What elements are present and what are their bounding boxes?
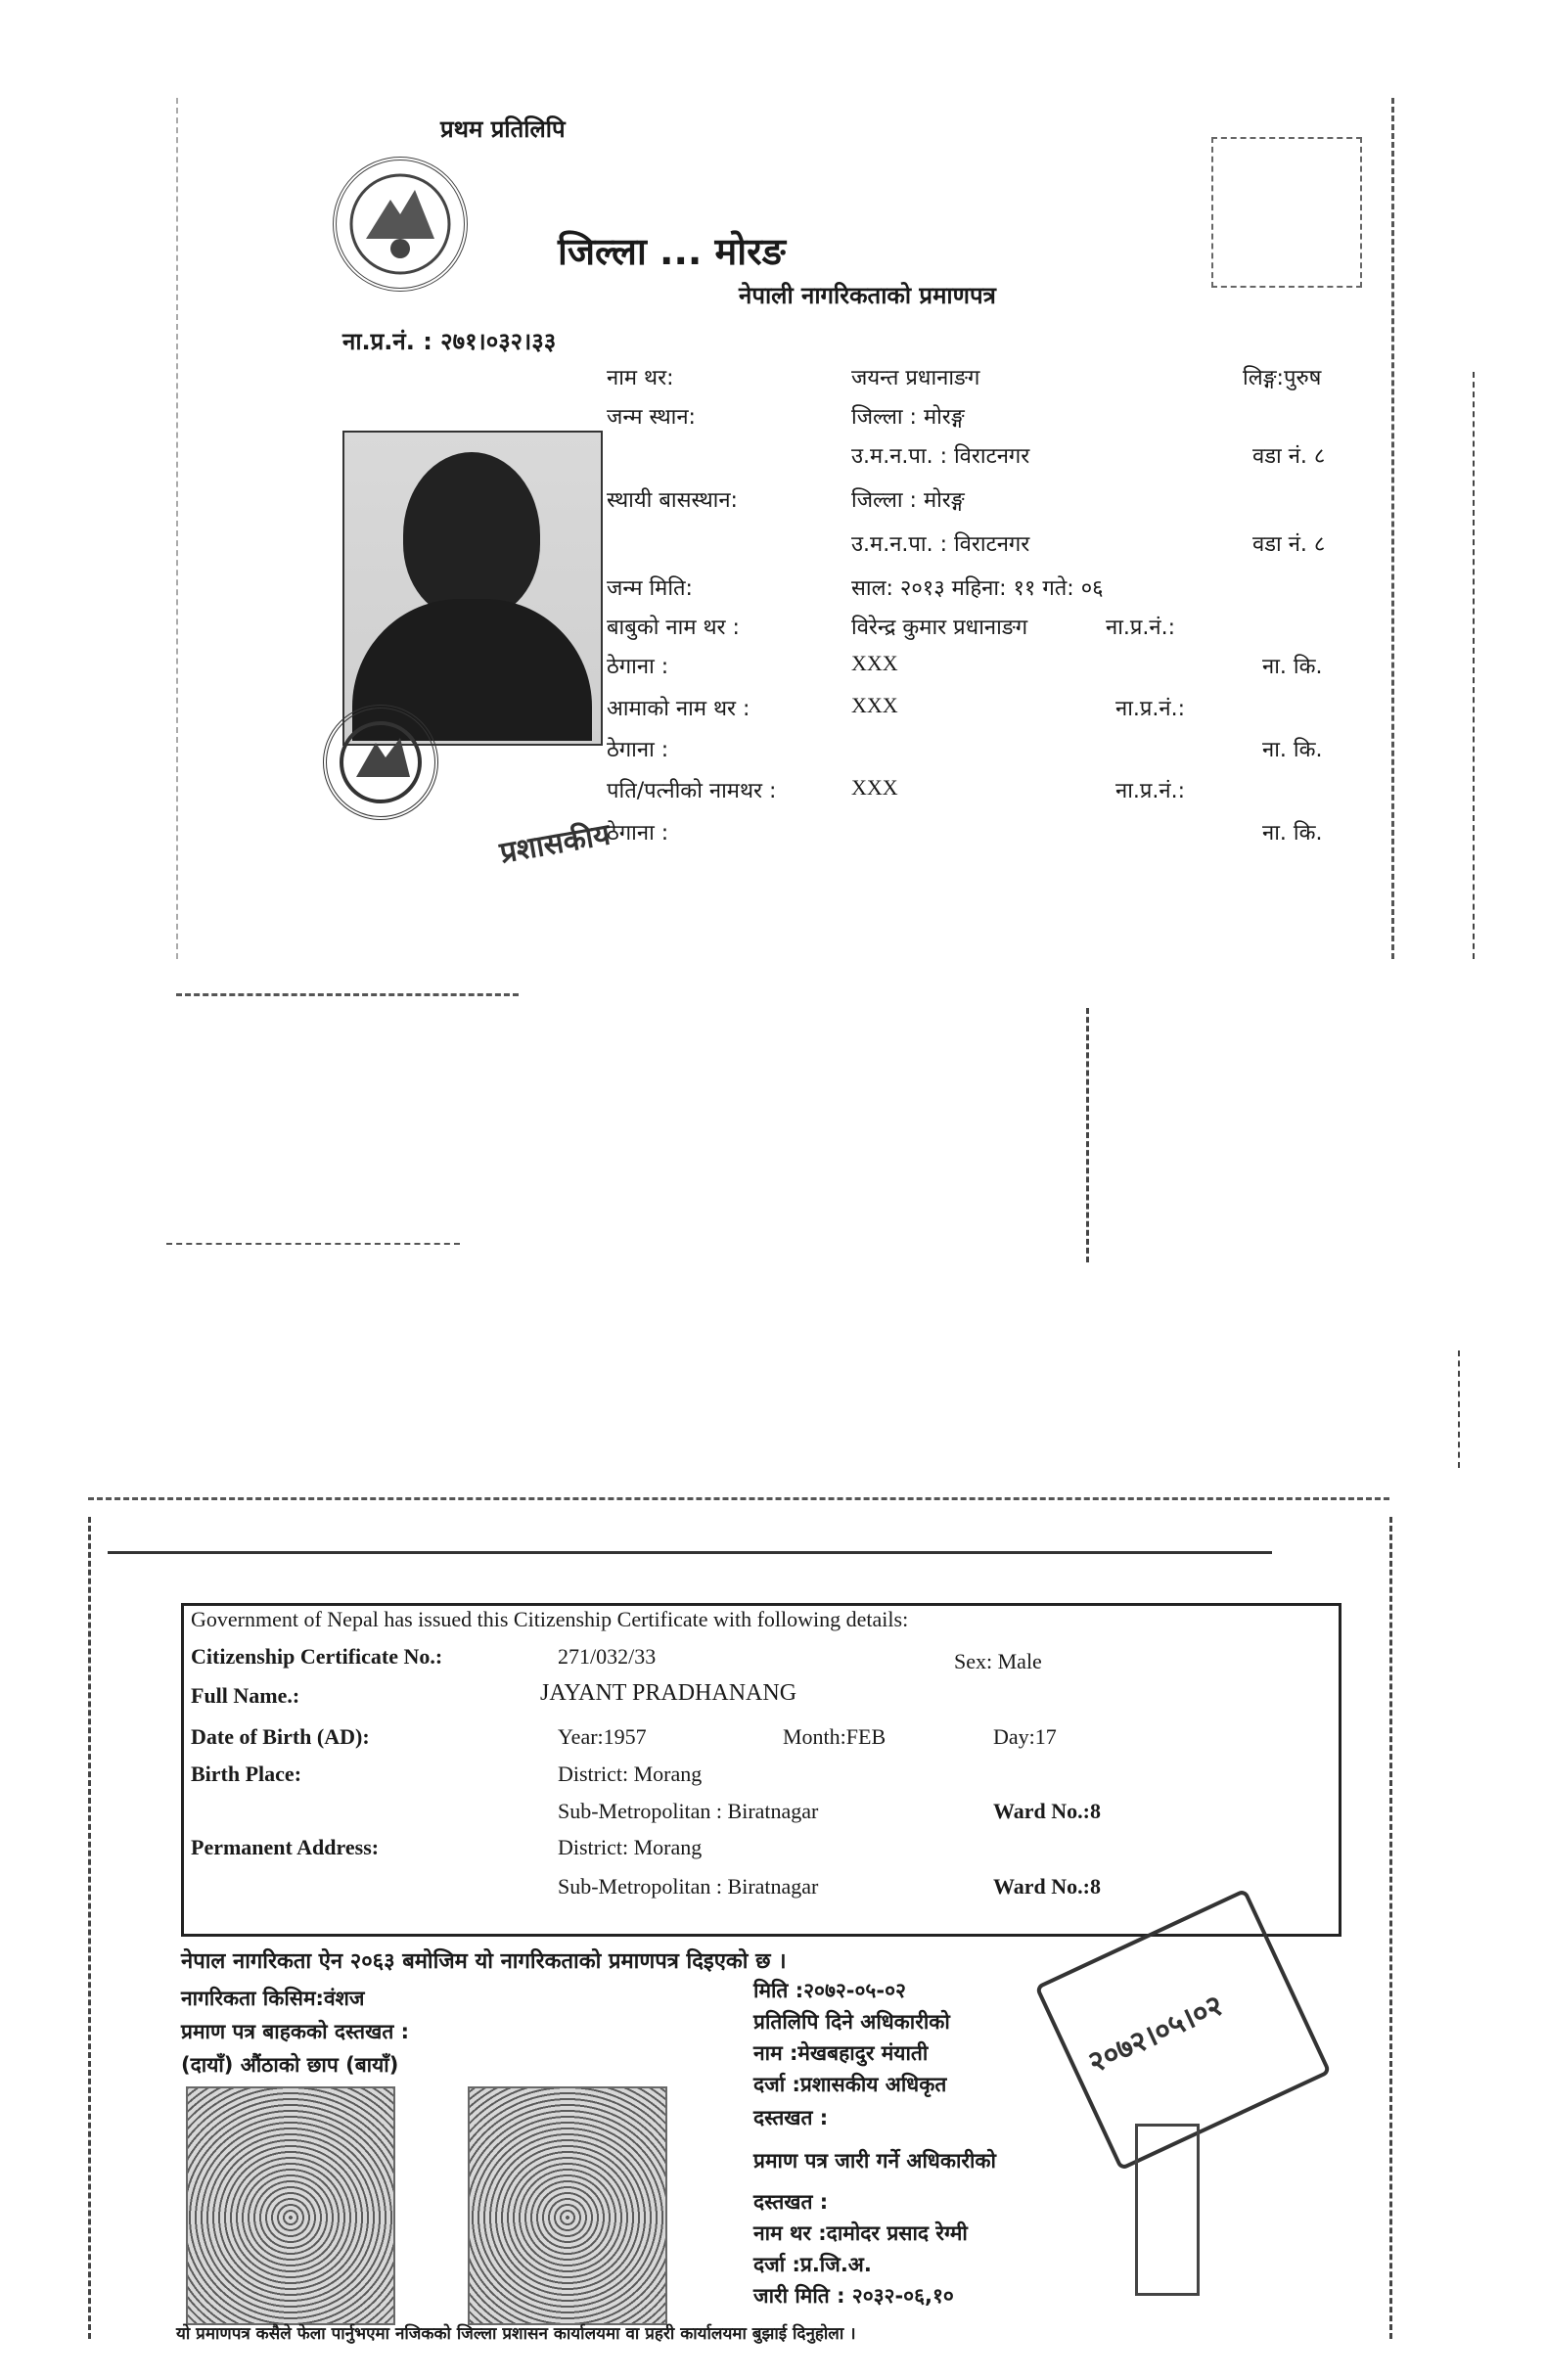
copy-officer-signature: दस्तखत : xyxy=(753,2106,829,2129)
birth-district: District: Morang xyxy=(558,1762,703,1786)
dob-month: Month:FEB xyxy=(783,1724,887,1749)
back-left-border xyxy=(88,1517,91,2339)
field-value: XXX xyxy=(851,775,898,800)
admin-stamp: प्रशासकीय xyxy=(497,817,614,871)
full-name-label: Full Name.: xyxy=(191,1683,300,1708)
citizenship-type: नागरिकता किसिम:वंशज xyxy=(181,1987,365,2010)
certificate-number: ना.प्र.नं. : २७१।०३२।३३ xyxy=(342,328,557,355)
field-value: साल: २०१३ महिना: ११ गते: ०६ xyxy=(851,576,1104,601)
back-certificate xyxy=(88,1497,1429,2358)
field-label: स्थायी बासस्थान: xyxy=(607,488,738,513)
field-right: ना.प्र.नं.: xyxy=(1115,697,1186,721)
back-top-border xyxy=(88,1497,1389,1500)
right-thumbprint xyxy=(186,2086,395,2325)
field-value: XXX xyxy=(851,693,898,717)
field-label: ठेगाना : xyxy=(607,655,669,679)
holder-photo xyxy=(342,431,603,746)
field-value: उ.म.न.पा. : विराटनगर xyxy=(851,444,1030,469)
issuing-officer-name: नाम थर :दामोदर प्रसाद रेग्मी xyxy=(753,2221,968,2245)
photo-box-right xyxy=(1211,137,1362,288)
certificate-title: नेपाली नागरिकताको प्रमाणपत्र xyxy=(739,282,996,309)
field-label: पति/पत्नीको नामथर : xyxy=(607,779,777,803)
government-emblem-icon xyxy=(333,157,468,292)
permanent-address-label: Permanent Address: xyxy=(191,1835,380,1859)
district-line: जिल्ला ... मोरङ xyxy=(558,230,786,273)
field-label: ठेगाना : xyxy=(607,738,669,762)
field-right: ना.प्र.नं.: xyxy=(1115,779,1186,803)
scan-artifact xyxy=(1473,372,1475,959)
copy-header: प्रथम प्रतिलिपि xyxy=(440,115,566,143)
field-right: लिङ्ग:पुरुष xyxy=(1243,366,1322,390)
scan-artifact xyxy=(166,1243,460,1245)
copy-officer-rank: दर्जा :प्रशासकीय अधिकृत xyxy=(753,2073,947,2096)
field-value: जयन्त प्रधानाङग xyxy=(851,366,980,390)
front-certificate xyxy=(176,98,1389,959)
dob-year: Year:1957 xyxy=(558,1724,647,1749)
holder-signature-label: प्रमाण पत्र बाहकको दस्तखत : xyxy=(181,2020,410,2043)
copy-officer-label: प्रतिलिपि दिने अधिकारीको xyxy=(753,2010,950,2034)
field-right: वडा नं. ८ xyxy=(1252,532,1326,557)
field-value: उ.म.न.पा. : विराटनगर xyxy=(851,532,1030,557)
issuing-officer-signature: दस्तखत : xyxy=(753,2190,829,2214)
birth-municipality: Sub-Metropolitan : Biratnagar xyxy=(558,1799,819,1823)
field-value: जिल्ला : मोरङ्ग xyxy=(851,488,965,513)
photo-seal-icon xyxy=(323,705,438,820)
perm-ward: Ward No.:8 xyxy=(993,1874,1101,1899)
issuing-officer-label: प्रमाण पत्र जारी गर्ने अधिकारीको xyxy=(753,2149,996,2173)
field-label: नाम थर: xyxy=(607,366,674,390)
field-right: ना. कि. xyxy=(1262,738,1323,762)
vertical-stamp xyxy=(1135,2124,1200,2296)
act-statement: नेपाल नागरिकता ऐन २०६३ बमोजिम यो नागरिकताको प्रमाणपत्र दिइएको छ । xyxy=(181,1949,787,1974)
photo-head xyxy=(403,452,540,618)
cert-no-value: 271/032/33 xyxy=(558,1644,657,1669)
field-right: ना. कि. xyxy=(1262,655,1323,679)
copy-officer-name: नाम :मेखबहादुर मंयाती xyxy=(753,2041,929,2065)
birth-ward: Ward No.:8 xyxy=(993,1799,1101,1823)
perm-district: District: Morang xyxy=(558,1835,703,1859)
field-value: XXX xyxy=(851,651,898,675)
sex-value: Sex: Male xyxy=(954,1649,1042,1673)
dob-label: Date of Birth (AD): xyxy=(191,1724,370,1749)
issue-date: मिति :२०७२-०५-०२ xyxy=(753,1979,906,2002)
scan-artifact xyxy=(1086,1008,1089,1262)
perm-municipality: Sub-Metropolitan : Biratnagar xyxy=(558,1874,819,1899)
back-right-border xyxy=(1389,1517,1392,2339)
outer-frame xyxy=(108,1551,1272,1554)
stamp-number: २०७२।०५।०२ xyxy=(1082,1988,1229,2081)
left-thumbprint xyxy=(468,2086,667,2325)
full-name-value: JAYANT PRADHANANG xyxy=(540,1680,797,1706)
intro-text: Government of Nepal has issued this Citizenship Certificate with following details: xyxy=(191,1607,909,1631)
field-right: ना.प्र.नं.: xyxy=(1106,616,1176,640)
scan-artifact xyxy=(176,993,519,996)
field-label: ठेगाना : xyxy=(607,821,669,846)
birth-place-label: Birth Place: xyxy=(191,1762,302,1786)
scan-artifact xyxy=(1458,1350,1460,1468)
field-label: जन्म मिति: xyxy=(607,576,693,601)
dob-day: Day:17 xyxy=(993,1724,1057,1749)
field-label: जन्म स्थान: xyxy=(607,405,696,430)
footer-notice: यो प्रमाणपत्र कसैले फेला पार्नुभएमा नजिकको जिल्ला प्रशासन कार्यालयमा वा प्रहरी कार्यालयमा बुझाई दिनुहोला । xyxy=(176,2324,856,2344)
field-right: ना. कि. xyxy=(1262,821,1323,846)
field-label: बाबुको नाम थर : xyxy=(607,616,740,640)
issued-date: जारी मिति : २०३२-०६,१० xyxy=(753,2284,954,2308)
field-value: जिल्ला : मोरङ्ग xyxy=(851,405,965,430)
issuing-officer-rank: दर्जा :प्र.जि.अ. xyxy=(753,2253,872,2276)
field-right: वडा नं. ८ xyxy=(1252,444,1326,469)
thumbprint-label: (दायाँ) औंठाको छाप (बायाँ) xyxy=(181,2053,399,2077)
field-value: विरेन्द्र कुमार प्रधानाङग xyxy=(851,616,1028,640)
cert-no-label: Citizenship Certificate No.: xyxy=(191,1644,443,1669)
field-label: आमाको नाम थर : xyxy=(607,697,750,721)
